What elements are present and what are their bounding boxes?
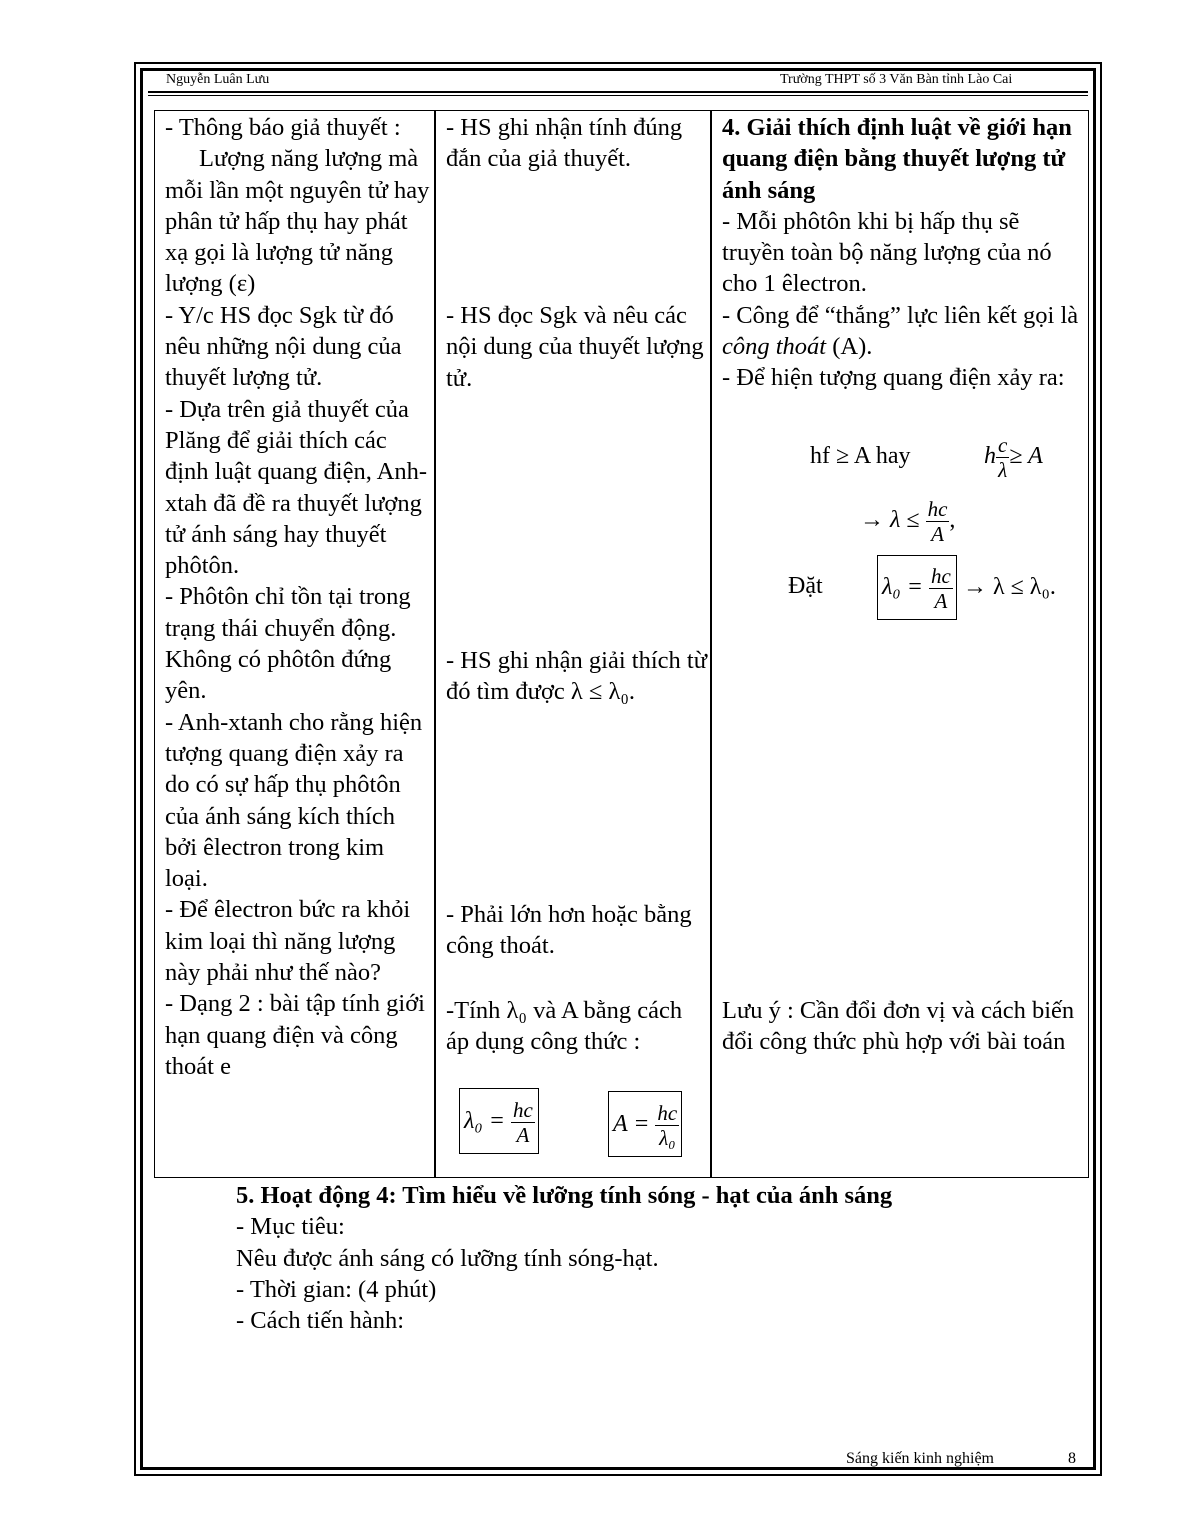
formula-lambda0-label: λ₀ = [464, 1108, 505, 1135]
activity-4-line-1: - Mục tiêu: [236, 1213, 345, 1241]
formula-A-den: λ₀ [659, 1126, 676, 1150]
formula-lambda-result: → λ ≤ λ₀. [963, 574, 1056, 600]
col1-para-2: Lượng năng lượng mà mỗi lần một nguyên tử hay phân tử hấp thụ hay phát xạ gọi là lượng tử năng lượng (ε) [165, 145, 430, 298]
work-function-term: công thoát [722, 333, 827, 361]
teacher-activity-column [165, 112, 431, 1082]
formula-lambda0-box [459, 1088, 539, 1154]
header-author: Nguyễn Luân Lưu [166, 72, 270, 87]
col1-para-3: - Y/c HS đọc Sgk từ đó nêu những nội dung của thuyết lượng tử. [165, 301, 402, 392]
footer-label: Sáng kiến kinh nghiệm [846, 1450, 994, 1467]
label-dat: Đặt [788, 573, 823, 599]
col2-para-5: -Tính λ₀ và A bằng cách áp dụng công thức : [446, 997, 683, 1056]
col2-para-3: - HS ghi nhận giải thích từ đó tìm được λ ≤ λ₀. [446, 647, 707, 706]
activity-4-section [236, 1180, 892, 1336]
content-column [722, 112, 1082, 394]
formula-hf-text: hf ≥ A hay [810, 443, 911, 469]
formula-A-box [608, 1091, 682, 1157]
col3-para-3: - Để hiện tượng quang điện xảy ra: [722, 364, 1065, 392]
activity-4-line-3: - Thời gian: (4 phút) [236, 1275, 437, 1303]
formula-lambda0-def-box: λ₀ = $\frac{hc}{A}$ [877, 555, 957, 620]
header-rule [148, 91, 1088, 93]
col2-para-4: - Phải lớn hơn hoặc bằng công thoát. [446, 901, 692, 960]
col2-para-1: - HS ghi nhận tính đúng đắn của giả thuyết. [446, 114, 683, 173]
col1-para-5: - Phôtôn chỉ tồn tại trong trạng thái chuyển động. Không có phôtôn đứng yên. [165, 583, 411, 705]
col1-para-4: - Dựa trên giả thuyết của Plăng để giải thích các định luật quang điện, Anh-xtah đã đề ra thuyết lượng tử ánh sáng hay thuyết phôtôn. [165, 395, 427, 580]
header-rule-thin [148, 95, 1088, 96]
table-divider-1 [434, 110, 436, 1178]
formula-lambda-le: → λ ≤ $\frac{hc}{A}$ , [860, 497, 956, 546]
section-4-title: 4. Giải thích định luật về giới hạn quang điện bằng thuyết lượng tử ánh sáng [722, 114, 1072, 204]
activity-4-line-2: Nêu được ánh sáng có lưỡng tính sóng-hạt. [236, 1244, 659, 1272]
col1-para-7: - Để êlectron bức ra khỏi kim loại thì năng lượng này phải như thế nào? [165, 896, 411, 987]
header-school: Trường THPT số 3 Văn Bàn tỉnh Lào Cai [780, 72, 1013, 87]
formula-lambda0-den: A [516, 1123, 530, 1147]
note-text: Lưu ý : Cần đổi đơn vị và cách biến đổi công thức phù hợp với bài toán [722, 997, 1075, 1056]
col1-para-6: - Anh-xtanh cho rằng hiện tượng quang điện xảy ra do có sự hấp thụ phôtôn của ánh sáng kích thích bởi êlectron trong kim loại. [165, 708, 423, 893]
activity-4-title: 5. Hoạt động 4: Tìm hiểu về lưỡng tính sóng - hạt của ánh sáng [236, 1182, 893, 1209]
table-divider-2 [710, 110, 712, 1178]
col2-para-2: - HS đọc Sgk và nêu các nội dung của thuyết lượng tử. [446, 302, 704, 392]
formula-A-num: hc [657, 1101, 678, 1125]
col1-para-8: - Dạng 2 : bài tập tính giới hạn quang điện và công thoát e [165, 990, 425, 1080]
formula-lambda0-num: hc [512, 1098, 533, 1122]
col3-para-1: - Mỗi phôtôn khi bị hấp thụ sẽ truyền toàn bộ năng lượng của nó cho 1 êlectron. [722, 207, 1052, 298]
col1-para-1: - Thông báo giả thuyết : [165, 114, 401, 141]
col3-para-2: - Công để “thắng” lực liên kết gọi là công thoát (A). [722, 301, 1079, 361]
page-number: 8 [1068, 1450, 1076, 1467]
activity-4-line-4: - Cách tiến hành: [236, 1307, 405, 1335]
formula-A-label: A = [613, 1111, 650, 1138]
formula-hc-lambda: h $\frac{c}{\lambda}$ ≥ A [984, 433, 1043, 482]
